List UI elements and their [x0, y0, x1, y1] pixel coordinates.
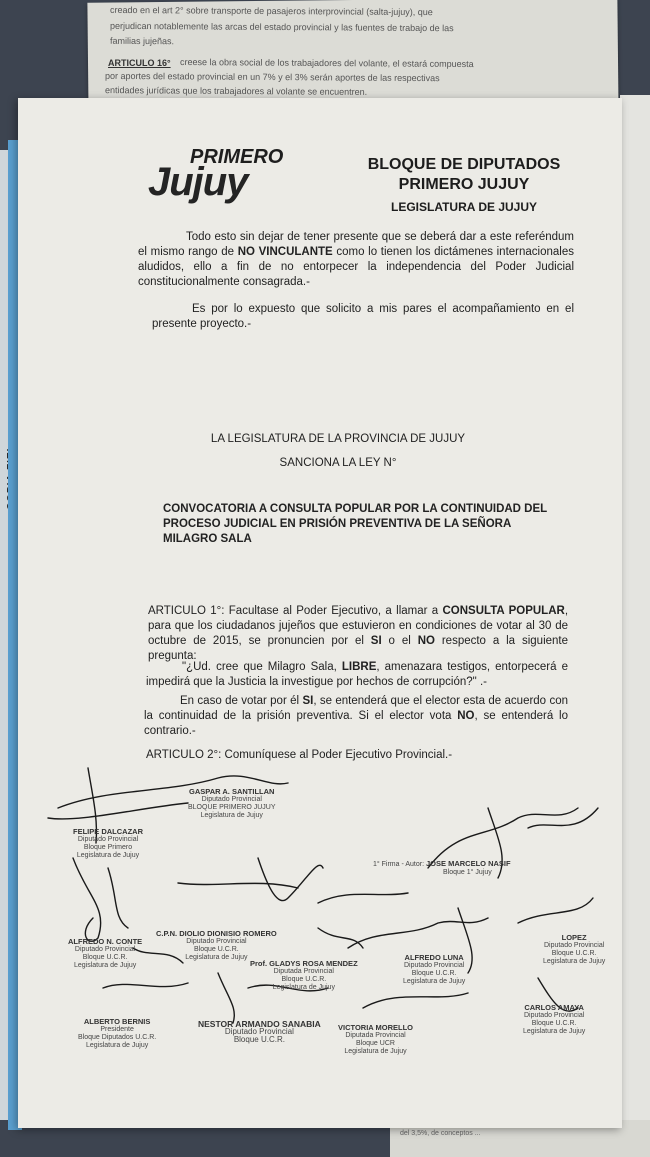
- sanciona-line: SANCIONA LA LEY N°: [279, 457, 397, 469]
- signature-block-dalcazar: [73, 828, 143, 860]
- article-text: o el: [381, 635, 418, 647]
- signer-block: BLOQUE PRIMERO JUJUY: [188, 804, 276, 811]
- legislature-line: LA LEGISLATURA DE LA PROVINCIA DE JUJUY: [210, 433, 466, 445]
- signer-name: NESTOR ARMANDO SANABIA: [198, 1019, 321, 1029]
- question-text: , amenazara testigos, entorpecerá e impedirá que la Justicia la investigue por hechos de corrupción?" .-: [146, 661, 568, 688]
- signer-role: Diputado Provincial: [523, 1012, 585, 1019]
- signer-block: Bloque U.C.R.: [551, 950, 597, 957]
- background-text-line: creado en el art 2° sobre transporte de pasajeros interprovincial (salta-jujuy), que: [109, 4, 433, 18]
- article-text: ARTICULO 1°: Facultase al Poder Ejecutivo, a llamar a: [148, 605, 443, 617]
- bold-text: NO: [417, 635, 435, 647]
- bold-text: CONSULTA POPULAR: [442, 605, 565, 617]
- background-article-label: ARTICULO 16°: [108, 58, 171, 68]
- article-2: ARTICULO 2°: Comuníquese al Poder Ejecutivo Provincial.-: [146, 749, 453, 761]
- letterhead-title-2: PRIMERO JUJUY: [398, 176, 530, 193]
- paragraph-3: [144, 694, 568, 739]
- signer-name: ALBERTO BERNIS: [83, 1017, 151, 1026]
- article-1: [148, 604, 568, 664]
- signer-role: Diputado Provincial: [77, 836, 139, 843]
- question: [146, 660, 568, 690]
- letterhead-subtitle: LEGISLATURA DE JUJUY: [390, 200, 537, 214]
- primero-jujuy-logo: [148, 146, 288, 214]
- background-text-line: entidades jurídicas que los trabajadores al volante se encuentren.: [104, 85, 368, 97]
- signer-name: LOPEZ: [561, 933, 587, 942]
- article-text: respecto a la siguiente pregunta:: [148, 635, 569, 662]
- background-text-line: por aportes del estado provincial en un 7% y el 3% serán aportes de las respectivas: [104, 70, 440, 84]
- signature-block-luna: [403, 954, 465, 986]
- signer-name: CARLOS AMAYA: [524, 1003, 584, 1012]
- background-text-line: familias jujeñas.: [109, 35, 175, 47]
- signer-name: C.P.N. DIOLIO DIONISIO ROMERO: [156, 929, 277, 938]
- signature-area: [18, 748, 622, 1128]
- background-text-line: perjudican notablemente las arcas del estado provincial y las fuentes de trabajo de las: [109, 20, 454, 34]
- signer-name: ALFREDO LUNA: [404, 953, 464, 962]
- signer-role: Diputada Provincial: [345, 1032, 406, 1039]
- paragraph-text: , se entenderá que el elector esta de acuerdo con la continuidad de la prisión preventiva. Si el elector vota: [144, 695, 568, 722]
- signer-block: Bloque U.C.R.: [193, 946, 239, 953]
- signer-block: Bloque U.C.R.: [82, 954, 128, 961]
- signer-legislature: Legislatura de Jujuy: [344, 1048, 407, 1055]
- signer-legislature: Legislatura de Jujuy: [523, 1028, 586, 1035]
- signature-block-bernis: [78, 1018, 156, 1050]
- signer-legislature: Legislatura de Jujuy: [76, 852, 140, 859]
- signer-legislature: Legislatura de Jujuy: [85, 1042, 149, 1049]
- bold-text: LIBRE: [341, 661, 377, 673]
- right-sheet-edge: [620, 95, 650, 1135]
- signer-legislature: Legislatura de Jujuy: [185, 954, 248, 961]
- paragraph-text: Todo esto sin dejar de tener presente que se deberá dar a este referéndum el mismo rango de: [138, 231, 574, 258]
- signer-role: Diputado Provincial: [543, 942, 605, 949]
- article-text: , para que los ciudadanos jujeños que estuvieron en condiciones de votar al 30 de octubre de 2015, se pronuncien por el: [148, 605, 569, 647]
- paragraph-text: En caso de votar por él: [180, 695, 303, 707]
- signer-legislature: Legislatura de Jujuy: [403, 978, 466, 985]
- paragraph-text: , se entenderá lo contrario.-: [144, 710, 568, 737]
- signer-role: Presidente: [100, 1026, 134, 1033]
- signer-role: Diputado Provincial: [403, 962, 465, 969]
- bold-text: SI: [370, 635, 382, 647]
- signer-legislature: Legislatura de Jujuy: [200, 812, 263, 819]
- signer-role: Diputado Provincial: [224, 1027, 294, 1036]
- question-text: "¿Ud. cree que Milagro Sala,: [182, 661, 342, 673]
- bold-text: SI: [302, 695, 314, 707]
- signer-role: Diputado Provincial: [74, 946, 136, 953]
- paragraph-text: como lo tienen los dictámenes internacionales aludidos, ello a fin de no entorpecer la independencia del Poder Judicial constitucionalmente consagrada.-: [138, 246, 574, 288]
- background-text-line: creese la obra social de los trabajadores del volante, el estará compuesta: [179, 56, 474, 70]
- signature-block-nasif: [373, 860, 511, 877]
- signer-legislature: Legislatura de Jujuy: [543, 958, 606, 965]
- letterhead: [364, 156, 564, 214]
- logo-bottom-text: Jujuy: [148, 160, 248, 204]
- paragraph-2: Es por lo expuesto que solicito a mis pares el acompañamiento en el presente proyecto.-: [152, 303, 574, 330]
- letterhead-title: BLOQUE DE DIPUTADOS: [367, 156, 561, 173]
- signer-legislature: Legislatura de Jujuy: [73, 962, 137, 969]
- signature-block-amaya: [523, 1004, 585, 1036]
- paragraph-1: [138, 230, 574, 290]
- signer-role: Diputado Provincial: [201, 796, 262, 803]
- signer-name: JOSE MARCELO NASIF: [426, 859, 511, 868]
- signer-first-label: 1° Firma - Autor:: [373, 861, 425, 868]
- signer-block: Bloque UCR: [356, 1040, 395, 1047]
- signature-block-sanabia: [198, 1020, 321, 1044]
- document-page: [18, 98, 622, 1128]
- signature-block-morello: [338, 1024, 413, 1056]
- signer-block: Bloque U.C.R.: [411, 970, 457, 977]
- signer-legislature: Legislatura de Jujuy: [272, 984, 335, 991]
- signer-name: Prof. GLADYS ROSA MENDEZ: [250, 959, 358, 968]
- signer-name: FELIPE DALCAZAR: [73, 827, 143, 836]
- signature-block-santillan: [188, 788, 276, 820]
- signature-block-conte: [68, 938, 142, 970]
- bottom-sheet-text: del 3,5%, de conceptos ...: [400, 1130, 481, 1137]
- signer-name: VICTORIA MORELLO: [338, 1023, 413, 1032]
- logo-top-text: PRIMERO: [190, 146, 284, 168]
- bold-text: NO VINCULANTE: [237, 246, 333, 258]
- signer-name: ALFREDO N. CONTE: [68, 937, 143, 946]
- signer-block: Bloque Primero: [83, 844, 133, 851]
- signer-name: GASPAR A. SANTILLAN: [189, 787, 275, 796]
- law-title: CONVOCATORIA A CONSULTA POPULAR POR LA CONTINUIDAD DEL PROCESO JUDICIAL EN PRISIÓN PREVENTIVA DE LA SEÑORA MILAGRO SALA: [163, 503, 547, 545]
- bold-text: NO: [457, 710, 475, 722]
- signer-block: Bloque U.C.R.: [233, 1035, 285, 1044]
- signer-role: Diputado Provincial: [186, 938, 247, 945]
- signer-block: Bloque U.C.R.: [281, 976, 327, 983]
- signature-block-romero: [156, 930, 277, 962]
- signature-block-mendez: [250, 960, 358, 992]
- signature-block-lopez: [543, 934, 605, 966]
- signer-role: Diputada Provincial: [273, 968, 334, 975]
- signer-block: Bloque Diputados U.C.R.: [78, 1034, 157, 1041]
- signer-block: Bloque U.C.R.: [531, 1020, 577, 1027]
- signer-block: Bloque 1° Jujuy: [443, 869, 492, 876]
